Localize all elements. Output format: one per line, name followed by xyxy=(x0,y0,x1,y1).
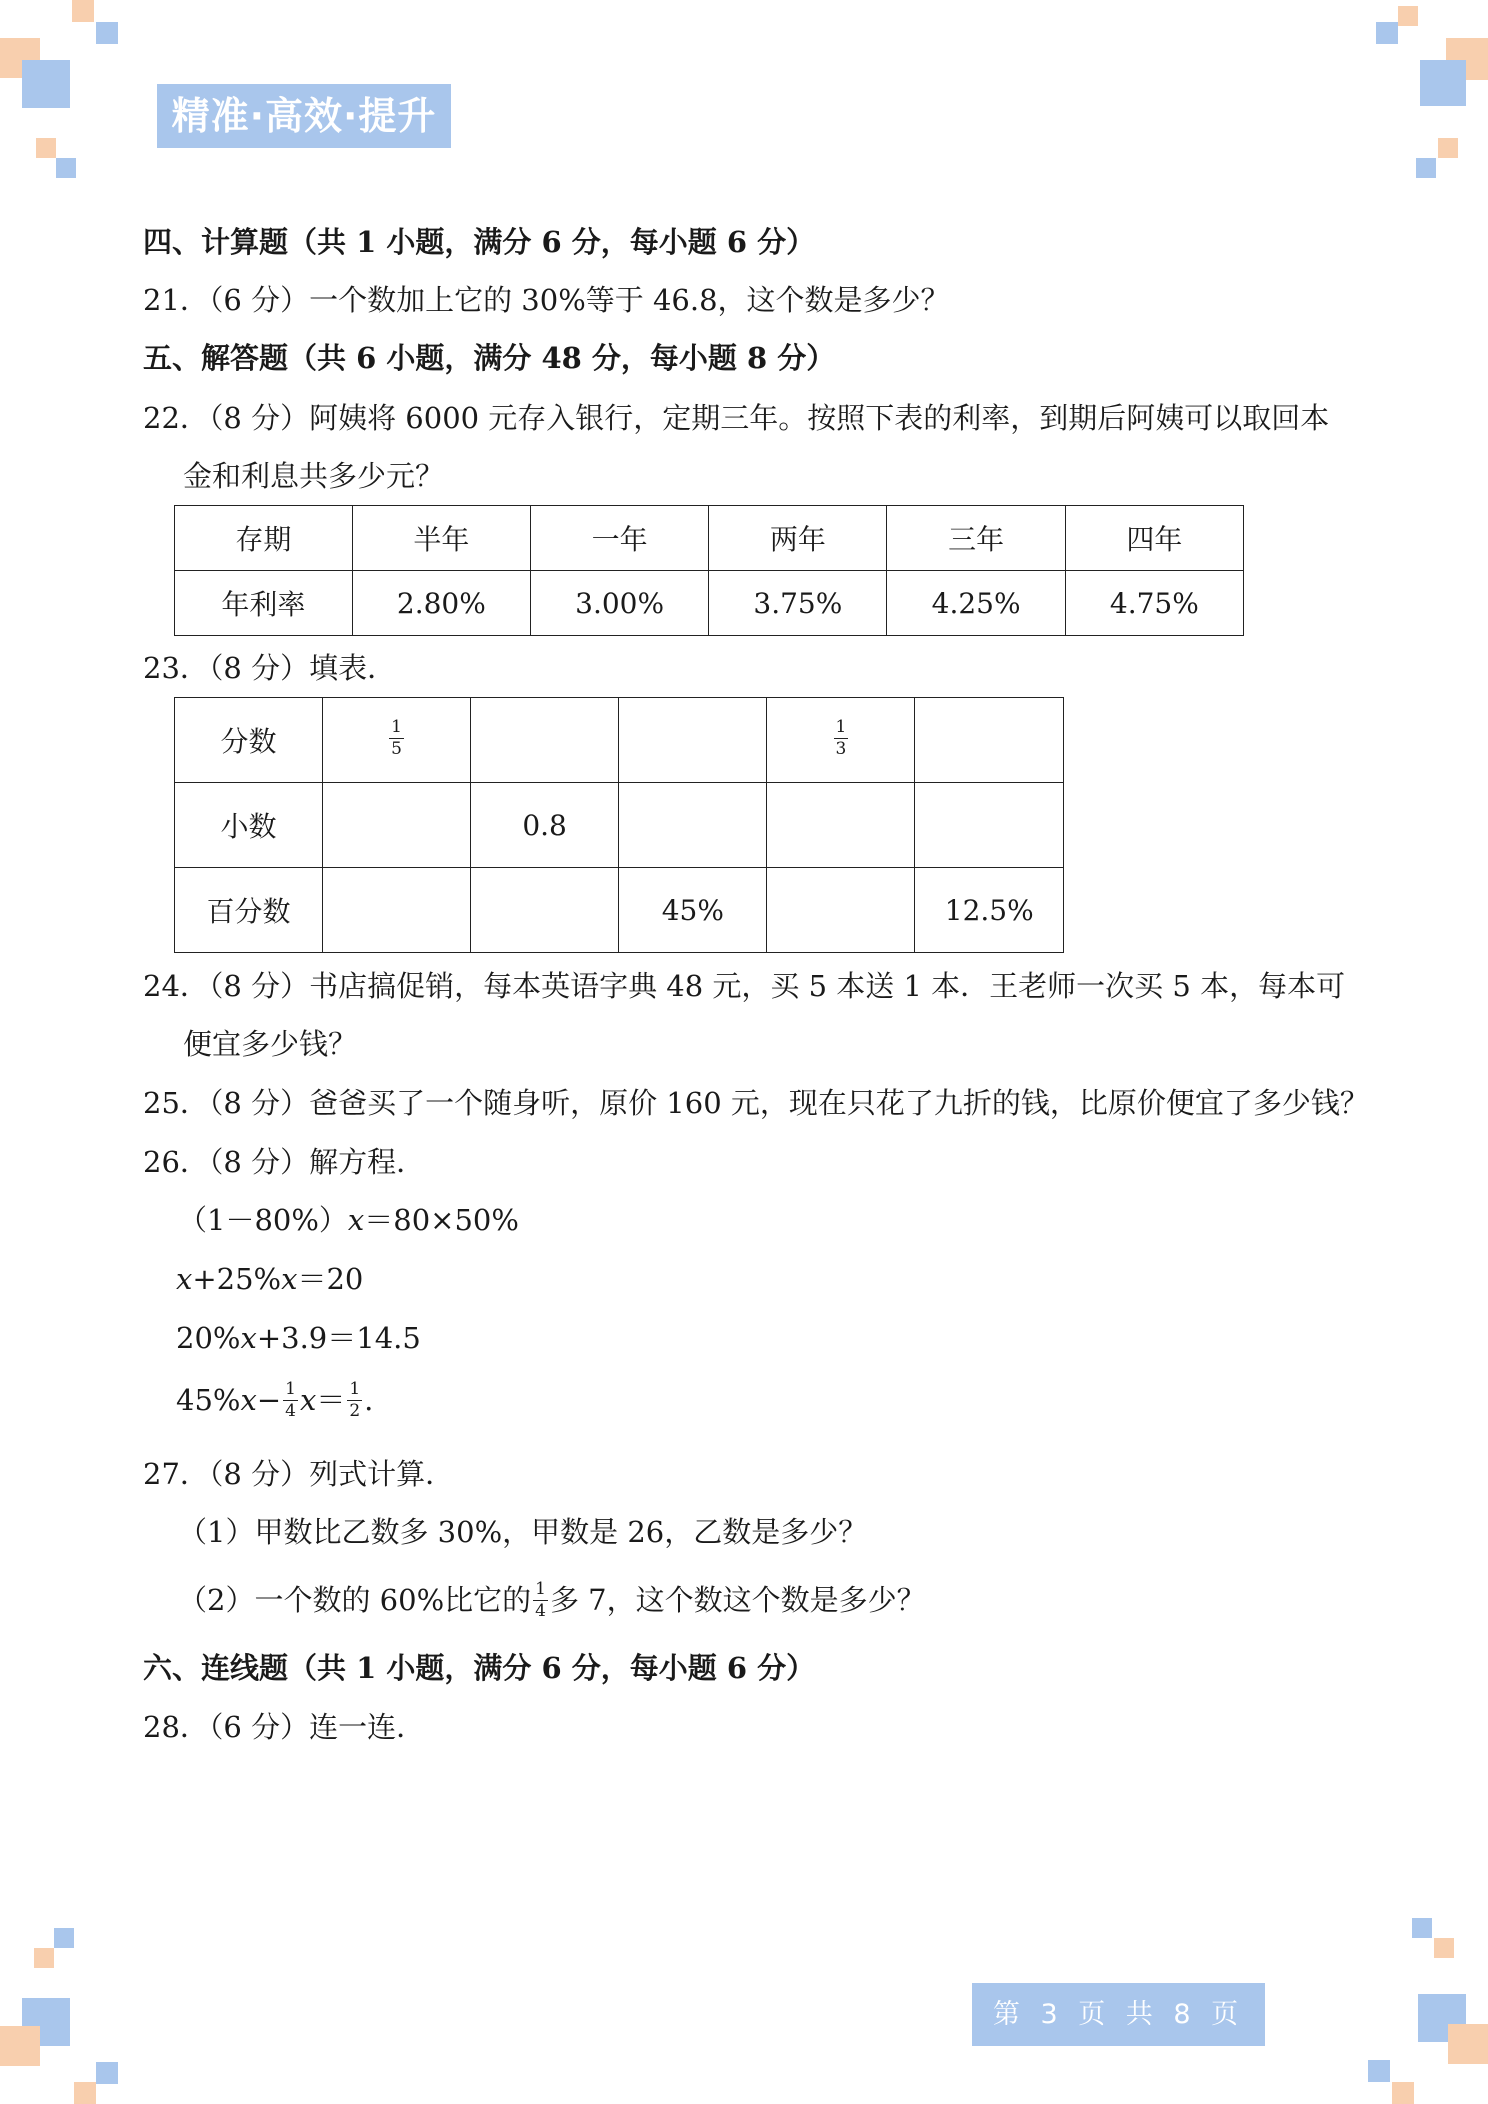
fraction xyxy=(389,716,404,759)
fraction-numerator: 1 xyxy=(835,716,847,737)
table-cell: 45% xyxy=(619,868,767,953)
question-27: 27．（8 分）列式计算． xyxy=(143,1457,455,1491)
question-text: （2）一个数的 60%比它的 xyxy=(178,1583,532,1617)
variable-x: x xyxy=(240,1321,257,1355)
row-label-decimal: 小数 xyxy=(175,783,323,868)
table-cell: 两年 xyxy=(709,506,887,571)
table-cell: 三年 xyxy=(887,506,1065,571)
table-cell: 3.75% xyxy=(709,571,887,636)
page-number-footer: 第 3 页 共 8 页 xyxy=(972,1983,1265,2046)
table-cell xyxy=(471,698,619,783)
table-cell: 4.25% xyxy=(887,571,1065,636)
equation-part: ＝ xyxy=(316,1383,346,1417)
variable-x: x xyxy=(176,1262,193,1296)
fraction-numerator: 1 xyxy=(349,1378,361,1399)
table-cell xyxy=(619,698,767,783)
variable-x: x xyxy=(240,1383,257,1417)
table-row xyxy=(175,698,1064,783)
table-row xyxy=(175,868,1064,953)
question-24-line2: 便宜多少钱？ xyxy=(183,1027,358,1061)
equation-2 xyxy=(176,1262,364,1296)
question-22-line2: 金和利息共多少元？ xyxy=(183,459,445,493)
table-cell: 四年 xyxy=(1065,506,1243,571)
question-22-line1: 22．（8 分）阿姨将 6000 元存入银行，定期三年。按照下表的利率，到期后阿姨可以取回本 xyxy=(143,401,1330,435)
equation-4 xyxy=(176,1380,373,1422)
question-27-part1: （1）甲数比乙数多 30%，甲数是 26，乙数是多少？ xyxy=(178,1515,868,1549)
table-cell-fraction xyxy=(323,698,471,783)
question-24-line1: 24．（8 分）书店搞促销，每本英语字典 48 元，买 5 本送 1 本．王老师一次买 5 本，每本可 xyxy=(143,969,1346,1003)
equation-part: +25% xyxy=(192,1262,282,1296)
table-cell: 3.00% xyxy=(530,571,708,636)
equation-part: +3.9＝14.5 xyxy=(256,1321,421,1355)
table-cell: 4.75% xyxy=(1065,571,1243,636)
table-cell xyxy=(767,783,915,868)
fraction-denominator: 4 xyxy=(285,1400,296,1421)
variable-x: x xyxy=(347,1203,365,1237)
table-cell: 半年 xyxy=(352,506,530,571)
table-cell: 12.5% xyxy=(915,868,1064,953)
table-cell: 年利率 xyxy=(175,571,353,636)
variable-x: x xyxy=(281,1262,298,1296)
fraction-denominator: 5 xyxy=(391,738,402,759)
fraction xyxy=(283,1378,298,1421)
table-cell xyxy=(471,868,619,953)
table-cell xyxy=(915,698,1064,783)
table-cell: 2.80% xyxy=(352,571,530,636)
equation-part: ＝20 xyxy=(297,1262,364,1296)
fraction-numerator: 1 xyxy=(391,716,402,737)
brand-banner: 精准·高效·提升 xyxy=(157,84,451,148)
interest-rate-table xyxy=(174,505,1244,636)
table-cell: 一年 xyxy=(530,506,708,571)
question-26: 26．（8 分）解方程． xyxy=(143,1145,426,1179)
equation-part: 45% xyxy=(176,1383,241,1417)
question-23: 23．（8 分）填表． xyxy=(143,651,397,685)
question-21: 21．（6 分）一个数加上它的 30%等于 46.8，这个数是多少？ xyxy=(143,283,950,317)
section-heading-5: 五、解答题（共 6 小题，满分 48 分，每小题 8 分） xyxy=(143,341,836,375)
equation-part: （1－80%） xyxy=(178,1203,348,1237)
table-cell xyxy=(323,783,471,868)
fraction-numerator: 1 xyxy=(535,1578,546,1599)
equation-part: . xyxy=(364,1383,374,1417)
table-cell: 存期 xyxy=(175,506,353,571)
fraction-numerator: 1 xyxy=(285,1378,296,1399)
table-row xyxy=(175,783,1064,868)
table-cell: 0.8 xyxy=(471,783,619,868)
equation-3 xyxy=(176,1321,421,1355)
variable-x: x xyxy=(299,1383,317,1417)
section-heading-4: 四、计算题（共 1 小题，满分 6 分，每小题 6 分） xyxy=(143,225,816,259)
question-28: 28．（6 分）连一连． xyxy=(143,1710,426,1744)
fraction xyxy=(533,1578,548,1621)
row-label-percent: 百分数 xyxy=(175,868,323,953)
table-cell xyxy=(619,783,767,868)
equation-part: − xyxy=(256,1383,282,1417)
equation-1 xyxy=(178,1203,519,1237)
fraction-denominator: 2 xyxy=(349,1400,361,1421)
equation-part: ＝80×50% xyxy=(364,1203,519,1237)
question-text: 多 7，这个数这个数是多少？ xyxy=(549,1583,926,1617)
fraction xyxy=(347,1378,362,1421)
equation-part: 20% xyxy=(176,1321,241,1355)
table-row xyxy=(175,571,1244,636)
fraction xyxy=(834,716,849,759)
section-heading-6: 六、连线题（共 1 小题，满分 6 分，每小题 6 分） xyxy=(143,1651,816,1685)
row-label-fraction: 分数 xyxy=(175,698,323,783)
question-25: 25．（8 分）爸爸买了一个随身听，原价 160 元，现在只花了九折的钱，比原价便宜了多少钱？ xyxy=(143,1086,1369,1120)
table-cell xyxy=(767,868,915,953)
table-cell xyxy=(915,783,1064,868)
fraction-decimal-percent-table xyxy=(174,697,1064,953)
fraction-denominator: 4 xyxy=(535,1600,546,1621)
table-row xyxy=(175,506,1244,571)
table-cell xyxy=(323,868,471,953)
table-cell-fraction xyxy=(767,698,915,783)
fraction-denominator: 3 xyxy=(835,738,847,759)
question-27-part2 xyxy=(178,1580,926,1622)
